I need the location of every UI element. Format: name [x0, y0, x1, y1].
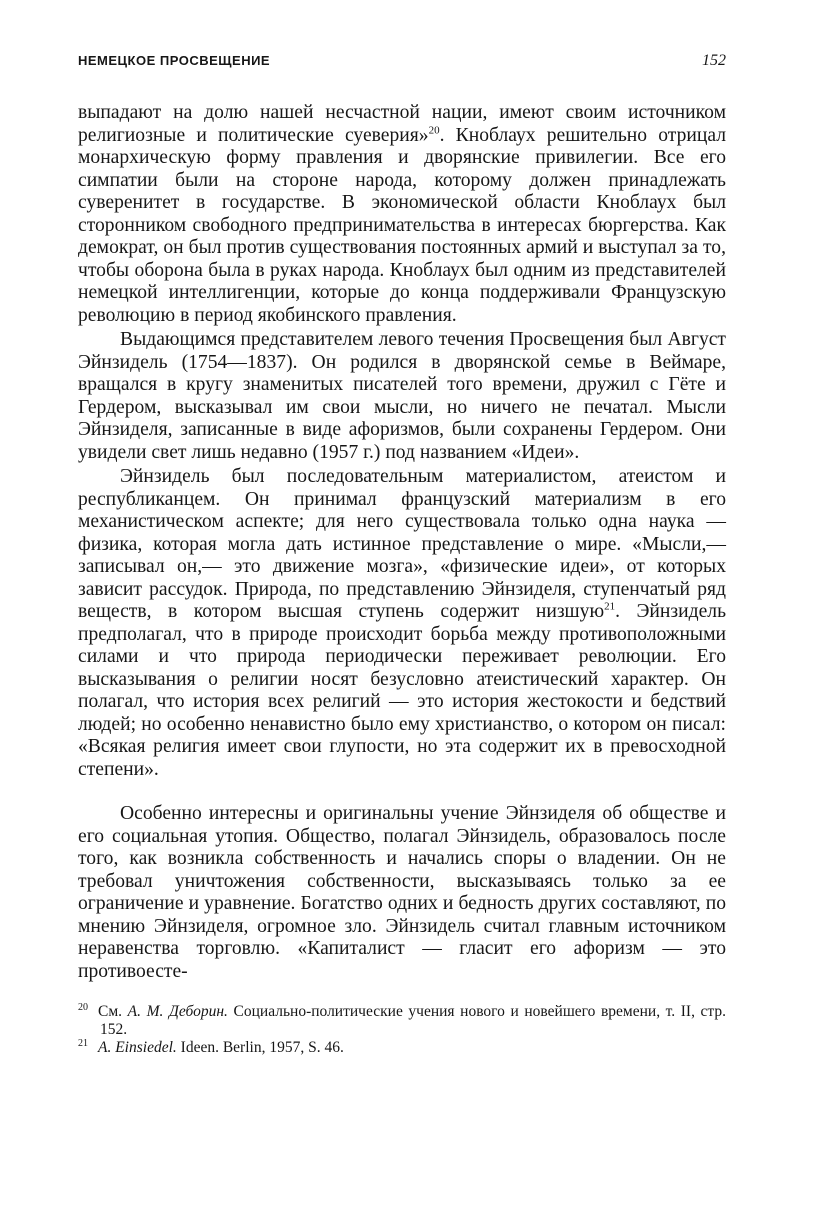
footnote-author: A. Einsiedel.	[98, 1039, 177, 1056]
paragraph	[78, 803, 726, 983]
footnote-text: Социально-политические учения нового и новейшего времени, т. II, стр. 152.	[100, 1003, 727, 1038]
running-title: НЕМЕЦКОЕ ПРОСВЕЩЕНИЕ	[78, 53, 271, 68]
footnote-author: А. М. Деборин.	[127, 1003, 228, 1020]
paragraph	[78, 102, 726, 327]
page-number: 152	[702, 52, 726, 69]
running-head	[78, 52, 726, 80]
footnote-text: Ideen. Berlin, 1957, S. 46.	[180, 1039, 344, 1056]
paragraph-text: . Эйнзидель предполагал, что в природе происходит борьба между противоположными силами и что природа периодически переживает революции. Его высказывания о религии носят безусловно атеистический характер. Он полагал, что история всех религий — это история жестокости и бедствий людей; но особенно ненавистно было ему христианство, о котором он писал: «Всякая религия имеет свои глупости, но эта содержит их в превосходной степени».	[78, 601, 727, 780]
paragraph-text: Выдающимся представителем левого течения Просвещения был Август Эйнзидель (1754—1837). Он родился в дворянской семье в Веймаре, вращался в кругу знаменитых писателей того времени, дружил с Гёте и Гердером, высказывал им свои мысли, но ничего не печатал. Мысли Эйнзиделя, записанные в виде афоризмов, были сохранены Гердером. Они увидели свет лишь недавно (1957 г.) под названием «Идеи».	[78, 329, 726, 463]
paragraph-text: Эйнзидель был последовательным материалистом, атеистом и республиканцем. Он принимал французский материализм в его механистическом аспекте; для него существовала только одна наука — физика, которая могла дать истинное представление о мире. «Мысли,— записывал он,— это движение мозга», «физические идеи», от которых зависит рассудок. Природа, по представлению Эйнзиделя, ступенчатый ряд веществ, в котором высшая ступень содержит низшую	[78, 466, 726, 622]
paragraph-text: выпадают на долю нашей несчастной нации, имеют своим источником религиозные и политические суеверия»	[78, 102, 726, 146]
paragraph-text: . Кноблаух решительно отрицал монархическую форму правления и дворянские привилегии. Все его симпатии были на стороне народа, которому должен принадлежать суверенитет в государстве. В экономической области Кноблаух был сторонником свободного предпринимательства в интересах бюргерства. Как демократ, он был против существования постоянных армий и выступал за то, чтобы оборона была в руках народа. Кноблаух был одним из представителей немецкой интеллигенции, которые до конца поддерживали Французскую революцию в период якобинского правления.	[78, 124, 727, 326]
paragraph-text: Особенно интересны и оригинальны учение Эйнзиделя об обществе и его социальная утопия. Общество, полагал Эйнзидель, образовалось после того, как возникла собственность и начались споры о владении. Он не требовал уничтожения собственности, высказываясь только за ее ограничение и уравнение. Богатство одних и бедность других составляют, по мнению Эйнзиделя, огромное зло. Эйнзидель считал главным источником неравенства торговлю. «Капиталист — гласит его афоризм — это противоесте-	[78, 803, 726, 982]
footnotes	[78, 1003, 726, 1057]
book-page	[78, 52, 726, 1057]
footnote-ref: 20	[428, 123, 440, 136]
footnote: 20 См. А. М. Деборин. Социально-политические учения нового и новейшего времени, т. II, стр. 152.	[78, 1001, 727, 1038]
footnote-ref: 21	[604, 600, 616, 613]
main-text	[78, 102, 726, 983]
footnote-lead: См.	[98, 1003, 123, 1020]
paragraph	[78, 329, 726, 464]
footnote: 21 A. Einsiedel. Ideen. Berlin, 1957, S. 46.	[78, 1037, 344, 1056]
paragraph	[78, 466, 726, 781]
